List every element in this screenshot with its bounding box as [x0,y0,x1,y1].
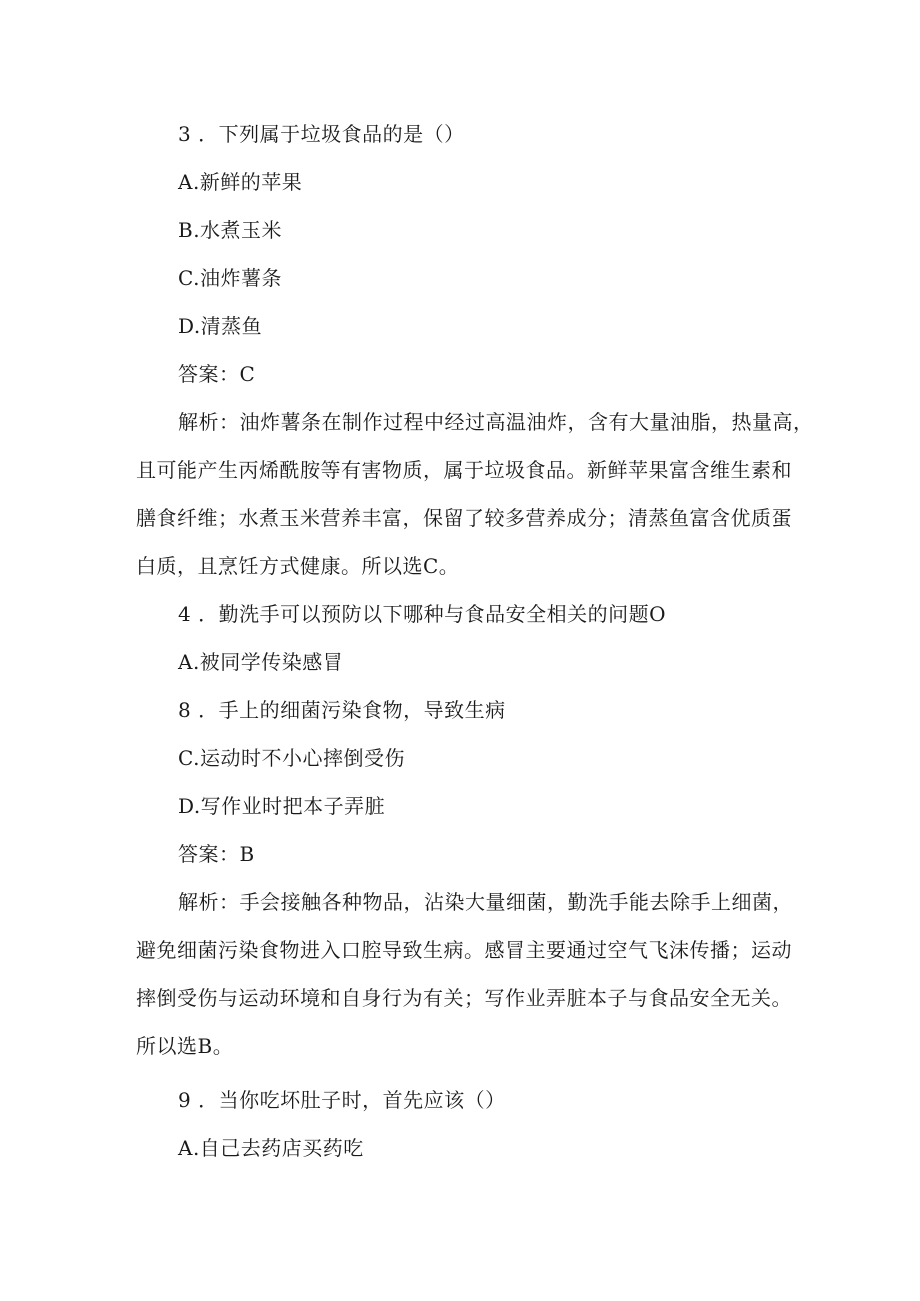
question-3-option-b: B.水煮玉米 [178,218,283,242]
question-4-option-b: 8 ．手上的细菌污染食物，导致生病 [178,698,506,722]
question-3-option-a: A.新鲜的苹果 [178,170,303,194]
question-4-explanation-line: 避免细菌污染食物进入口腔导致生病。感冒主要通过空气飞沫传播；运动 [136,938,792,962]
question-4-answer: 答案：B [178,842,255,866]
question-3-stem: 3 ．下列属于垃圾食品的是（） [178,122,465,146]
question-3-explanation-line: 且可能产生丙烯酰胺等有害物质，属于垃圾食品。新鲜苹果富含维生素和 [136,458,792,482]
question-4-explanation-line: 所以选B。 [136,1034,234,1058]
question-3-explanation-line: 白质，且烹饪方式健康。所以选C。 [136,554,460,578]
question-4-stem: 4 ．勤洗手可以预防以下哪种与食品安全相关的问题O [178,602,666,626]
question-9-stem: 9 ．当你吃坏肚子时，首先应该（） [178,1088,506,1112]
question-9-option-a: A.自己去药店买药吃 [178,1136,364,1160]
question-4-explanation-line: 摔倒受伤与运动环境和自身行为有关；写作业弄脏本子与食品安全无关。 [136,986,792,1010]
question-3-explanation-line: 膳食纤维；水煮玉米营养丰富，保留了较多营养成分；清蒸鱼富含优质蛋 [136,506,792,530]
question-4-explanation-line: 解析：手会接触各种物品，沾染大量细菌，勤洗手能去除手上细菌， [178,890,793,914]
question-4-option-d: D.写作业时把本子弄脏 [178,794,386,818]
question-4-option-a: A.被同学传染感冒 [178,650,344,674]
question-3-answer: 答案：C [178,362,256,386]
question-3-option-c: C.油炸薯条 [178,266,282,290]
question-4-option-c: C.运动时不小心摔倒受伤 [178,746,405,770]
question-3-explanation-line: 解析：油炸薯条在制作过程中经过高温油炸，含有大量油脂，热量高， [178,410,814,434]
question-3-option-d: D.清蒸鱼 [178,314,263,338]
